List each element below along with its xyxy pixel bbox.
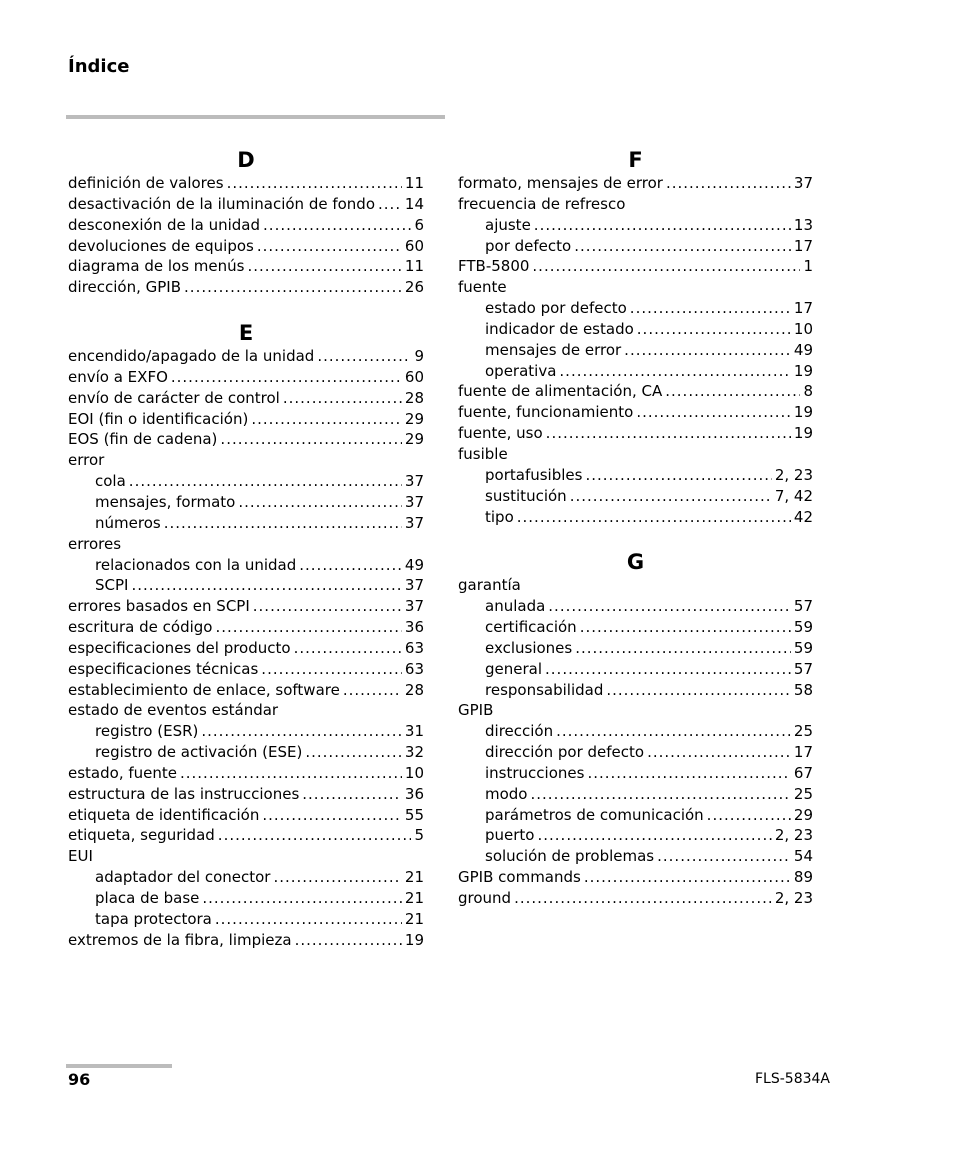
index-term: estado, fuente xyxy=(68,763,177,782)
dot-leader xyxy=(283,388,402,409)
index-subentry xyxy=(458,507,813,528)
index-term: registro (ESR) xyxy=(95,722,199,741)
index-term: ground xyxy=(458,889,512,907)
index-page-ref: 29 xyxy=(404,430,424,449)
index-subentry xyxy=(458,486,813,507)
index-subentry xyxy=(458,236,813,257)
index-entry xyxy=(68,277,424,298)
dot-leader xyxy=(263,215,411,236)
dot-leader xyxy=(559,361,791,382)
dot-leader xyxy=(584,867,791,888)
index-term: especificaciones técnicas xyxy=(68,659,259,678)
index-page-ref: 31 xyxy=(404,722,424,741)
index-entry xyxy=(68,388,424,409)
index-entry xyxy=(68,763,424,784)
index-subentry xyxy=(458,763,813,784)
index-page-ref: 36 xyxy=(404,784,424,803)
index-term: EOI (fin o identificación) xyxy=(68,409,249,428)
index-term: números xyxy=(95,513,161,532)
index-subentry xyxy=(458,805,813,826)
index-subentry xyxy=(68,575,424,596)
dot-leader xyxy=(546,423,791,444)
index-entry xyxy=(458,867,813,888)
index-page-ref: 13 xyxy=(793,215,813,234)
index-term: adaptador del conector xyxy=(95,868,271,887)
index-term: errores xyxy=(68,534,122,553)
index-subentry xyxy=(458,784,813,805)
index-term: cola xyxy=(95,472,126,491)
index-section xyxy=(458,549,813,909)
index-page-ref: 63 xyxy=(404,659,424,678)
index-entry xyxy=(458,173,813,194)
section-letter: D xyxy=(237,148,255,172)
index-page-ref: 89 xyxy=(793,868,813,887)
index-entry xyxy=(68,784,424,805)
index-term: mensajes, formato xyxy=(95,492,236,511)
index-entry xyxy=(458,381,813,402)
index-term: ajuste xyxy=(485,215,531,234)
index-entry xyxy=(458,700,813,721)
index-term: certificación xyxy=(485,618,577,637)
dot-leader xyxy=(570,486,772,507)
index-term: especificaciones del producto xyxy=(68,638,291,657)
index-entry xyxy=(68,659,424,680)
index-term: errores basados en SCPI xyxy=(68,597,250,616)
index-term: desactivación de la iluminación de fondo xyxy=(68,194,376,213)
dot-leader xyxy=(131,575,401,596)
index-entry xyxy=(458,575,813,596)
index-section xyxy=(458,147,813,527)
index-entry xyxy=(68,236,424,257)
index-page-ref: 28 xyxy=(404,388,424,407)
index-subentry xyxy=(458,721,813,742)
index-subentry xyxy=(68,909,424,930)
index-page-ref: 29 xyxy=(404,409,424,428)
index-page-ref: 58 xyxy=(793,680,813,699)
dot-leader xyxy=(294,638,402,659)
index-page-ref: 5 xyxy=(414,826,424,845)
index-page-ref: 21 xyxy=(404,889,424,907)
index-term: fuente, funcionamiento xyxy=(458,403,634,422)
index-page-ref: 59 xyxy=(793,638,813,657)
dot-leader xyxy=(227,173,402,194)
index-term: estado de eventos estándar xyxy=(68,701,279,720)
index-term: instrucciones xyxy=(485,763,585,782)
index-term: dirección xyxy=(485,722,554,741)
index-page-ref: 8 xyxy=(803,382,813,401)
header-rule xyxy=(66,115,445,119)
index-entry xyxy=(68,429,424,450)
index-term: envío de carácter de control xyxy=(68,388,280,407)
index-entry xyxy=(68,367,424,388)
index-term: diagrama de los menús xyxy=(68,257,245,276)
index-entry xyxy=(68,409,424,430)
dot-leader xyxy=(171,367,402,388)
index-page-ref: 57 xyxy=(793,659,813,678)
index-page-ref: 32 xyxy=(404,743,424,762)
index-term: anulada xyxy=(485,597,546,616)
index-page-ref: 60 xyxy=(404,367,424,386)
dot-leader xyxy=(517,507,791,528)
index-subentry xyxy=(68,721,424,742)
dot-leader xyxy=(238,492,402,513)
index-page-ref: 1 xyxy=(803,257,813,276)
dot-leader xyxy=(261,659,402,680)
index-page-ref: 37 xyxy=(404,472,424,491)
dot-leader xyxy=(295,930,402,951)
index-entry xyxy=(458,444,813,465)
index-term: estructura de las instrucciones xyxy=(68,784,300,803)
dot-leader xyxy=(534,215,791,236)
section-letter: F xyxy=(628,148,643,172)
index-subentry xyxy=(458,825,813,846)
dot-leader xyxy=(657,846,791,867)
index-page-ref: 21 xyxy=(404,868,424,887)
index-term: indicador de estado xyxy=(485,319,634,338)
index-term: responsabilidad xyxy=(485,680,604,699)
index-page-ref: 59 xyxy=(793,618,813,637)
index-page-ref: 67 xyxy=(793,763,813,782)
index-section xyxy=(68,147,424,298)
dot-leader xyxy=(273,867,401,888)
index-entry xyxy=(68,617,424,638)
index-term: formato, mensajes de error xyxy=(458,174,663,192)
index-page-ref: 29 xyxy=(793,805,813,824)
dot-leader xyxy=(624,340,791,361)
dot-leader xyxy=(574,236,791,257)
index-entry xyxy=(68,534,424,555)
dot-leader xyxy=(630,298,791,319)
dot-leader xyxy=(580,617,791,638)
page-number: 96 xyxy=(68,1070,91,1089)
dot-leader xyxy=(257,236,402,257)
index-term: error xyxy=(68,451,105,470)
index-subentry xyxy=(68,471,424,492)
index-entry xyxy=(458,888,813,909)
index-entry xyxy=(68,680,424,701)
dot-leader xyxy=(637,319,791,340)
index-term: etiqueta, seguridad xyxy=(68,826,215,845)
index-term: portafusibles xyxy=(485,465,583,484)
dot-leader xyxy=(606,680,791,701)
index-term: envío a EXFO xyxy=(68,367,168,386)
dot-leader xyxy=(707,805,791,826)
dot-leader xyxy=(164,513,402,534)
index-term: dirección, GPIB xyxy=(68,278,182,297)
dot-leader xyxy=(647,742,791,763)
index-page-ref: 55 xyxy=(404,805,424,824)
index-term: establecimiento de enlace, software xyxy=(68,680,340,699)
index-page-ref: 6 xyxy=(414,215,424,234)
index-term: EUI xyxy=(68,847,93,866)
dot-leader xyxy=(514,888,772,909)
index-entry xyxy=(458,402,813,423)
index-page-ref: 36 xyxy=(404,618,424,637)
index-page-ref: 11 xyxy=(404,174,424,192)
dot-leader xyxy=(305,742,402,763)
index-page-ref: 54 xyxy=(793,847,813,866)
dot-leader xyxy=(215,909,402,930)
dot-leader xyxy=(247,256,401,277)
index-subentry xyxy=(458,742,813,763)
index-subentry xyxy=(458,617,813,638)
dot-leader xyxy=(587,763,790,784)
index-subentry xyxy=(458,596,813,617)
dot-leader xyxy=(299,555,402,576)
dot-leader xyxy=(220,429,401,450)
index-term: mensajes de error xyxy=(485,340,622,359)
index-page-ref: 37 xyxy=(404,597,424,616)
index-term: SCPI xyxy=(95,576,129,595)
index-page-ref: 49 xyxy=(404,555,424,574)
index-entry xyxy=(458,277,813,298)
index-page-ref: 19 xyxy=(793,403,813,422)
index-term: general xyxy=(485,659,543,678)
index-page-ref: 37 xyxy=(404,576,424,595)
dot-leader xyxy=(317,346,411,367)
index-term: sustitución xyxy=(485,486,567,505)
index-term: escritura de código xyxy=(68,618,213,637)
index-entry xyxy=(458,194,813,215)
dot-leader xyxy=(184,277,402,298)
section-letter: E xyxy=(238,321,254,346)
index-page-ref: 49 xyxy=(793,340,813,359)
index-entry xyxy=(68,805,424,826)
index-entry xyxy=(68,825,424,846)
dot-leader xyxy=(129,471,402,492)
index-page-ref: 19 xyxy=(404,930,424,949)
index-term: parámetros de comunicación xyxy=(485,805,704,824)
index-term: relacionados con la unidad xyxy=(95,555,297,574)
index-page-ref: 2, 23 xyxy=(774,465,813,484)
index-page-ref: 60 xyxy=(404,236,424,255)
dot-leader xyxy=(575,638,791,659)
dot-leader xyxy=(585,465,771,486)
index-term: dirección por defecto xyxy=(485,743,645,762)
dot-leader xyxy=(531,784,791,805)
index-entry xyxy=(68,194,424,215)
dot-leader xyxy=(548,596,791,617)
index-page-ref: 19 xyxy=(793,361,813,380)
index-term: tapa protectora xyxy=(95,909,212,928)
index-page-ref: 63 xyxy=(404,638,424,657)
dot-leader xyxy=(378,194,402,215)
page-title: Índice xyxy=(68,56,130,77)
index-term: frecuencia de refresco xyxy=(458,194,626,213)
index-entry xyxy=(458,423,813,444)
index-term: encendido/apagado de la unidad xyxy=(68,347,315,366)
index-term: operativa xyxy=(485,361,557,380)
index-page-ref: 17 xyxy=(793,299,813,318)
index-page-ref: 25 xyxy=(793,784,813,803)
index-page-ref: 10 xyxy=(793,319,813,338)
index-term: devoluciones de equipos xyxy=(68,236,254,255)
dot-leader xyxy=(636,402,791,423)
index-page-ref: 9 xyxy=(414,347,424,366)
index-subentry xyxy=(458,340,813,361)
dot-leader xyxy=(556,721,791,742)
index-term: garantía xyxy=(458,576,521,595)
index-term: GPIB xyxy=(458,701,494,720)
index-subentry xyxy=(458,319,813,340)
index-page-ref: 7, 42 xyxy=(774,486,813,505)
index-entry xyxy=(68,346,424,367)
index-entry xyxy=(68,930,424,951)
index-subentry xyxy=(68,513,424,534)
index-subentry xyxy=(458,298,813,319)
footer-rule xyxy=(66,1064,172,1068)
dot-leader xyxy=(262,805,402,826)
index-term: placa de base xyxy=(95,889,200,907)
index-subentry xyxy=(458,638,813,659)
index-term: fuente de alimentación, CA xyxy=(458,382,663,401)
dot-leader xyxy=(545,659,791,680)
index-subentry xyxy=(458,215,813,236)
dot-leader xyxy=(537,825,771,846)
index-page-ref: 14 xyxy=(404,194,424,213)
index-subentry xyxy=(458,680,813,701)
index-subentry xyxy=(68,492,424,513)
dot-leader xyxy=(665,381,800,402)
index-page-ref: 37 xyxy=(404,513,424,532)
index-term: GPIB commands xyxy=(458,868,581,887)
index-subentry xyxy=(68,742,424,763)
index-page-ref: 21 xyxy=(404,909,424,928)
index-page-ref: 2, 23 xyxy=(774,826,813,845)
index-entry xyxy=(68,450,424,471)
index-page-ref: 2, 23 xyxy=(774,889,813,907)
index-subentry xyxy=(68,867,424,888)
index-entry xyxy=(68,700,424,721)
index-page-ref: 11 xyxy=(404,257,424,276)
dot-leader xyxy=(201,721,402,742)
index-entry xyxy=(68,638,424,659)
index-term: FTB-5800 xyxy=(458,257,530,276)
index-term: puerto xyxy=(485,826,535,845)
index-page-ref: 25 xyxy=(793,722,813,741)
index-entry xyxy=(68,173,424,194)
index-term: registro de activación (ESE) xyxy=(95,743,303,762)
dot-leader xyxy=(302,784,402,805)
index-term: por defecto xyxy=(485,236,572,255)
index-page-ref: 10 xyxy=(404,763,424,782)
index-term: extremos de la fibra, limpieza xyxy=(68,930,292,949)
index-page-ref: 28 xyxy=(404,680,424,699)
index-term: exclusiones xyxy=(485,638,573,657)
index-subentry xyxy=(458,846,813,867)
index-entry xyxy=(68,215,424,236)
index-term: fusible xyxy=(458,444,508,463)
dot-leader xyxy=(202,888,402,909)
index-term: tipo xyxy=(485,507,514,526)
index-subentry xyxy=(458,361,813,382)
index-entry xyxy=(458,256,813,277)
index-term: modo xyxy=(485,784,528,803)
index-entry xyxy=(68,846,424,867)
index-term: estado por defecto xyxy=(485,299,627,318)
index-term: definición de valores xyxy=(68,174,224,192)
index-subentry xyxy=(68,888,424,909)
section-letter: G xyxy=(626,550,645,575)
dot-leader xyxy=(666,173,791,194)
index-column-right xyxy=(458,147,813,909)
index-subentry xyxy=(458,465,813,486)
index-term: solución de problemas xyxy=(485,847,655,866)
index-subentry xyxy=(68,555,424,576)
index-term: EOS (fin de cadena) xyxy=(68,430,218,449)
index-page-ref: 57 xyxy=(793,597,813,616)
dot-leader xyxy=(253,596,402,617)
index-term: etiqueta de identificación xyxy=(68,805,260,824)
document-code: FLS-5834A xyxy=(755,1071,830,1087)
index-page-ref: 17 xyxy=(793,236,813,255)
dot-leader xyxy=(218,825,412,846)
index-page-ref: 42 xyxy=(793,507,813,526)
dot-leader xyxy=(180,763,402,784)
index-page-ref: 17 xyxy=(793,743,813,762)
dot-leader xyxy=(215,617,401,638)
index-page-ref: 19 xyxy=(793,424,813,443)
index-term: desconexión de la unidad xyxy=(68,215,261,234)
index-page-ref: 37 xyxy=(404,492,424,511)
dot-leader xyxy=(343,680,402,701)
index-subentry xyxy=(458,659,813,680)
index-entry xyxy=(68,596,424,617)
dot-leader xyxy=(532,256,800,277)
index-page-ref: 26 xyxy=(404,278,424,297)
index-term: fuente xyxy=(458,278,507,297)
dot-leader xyxy=(251,409,402,430)
index-section xyxy=(68,320,424,950)
index-page-ref: 37 xyxy=(793,174,813,192)
index-column-left xyxy=(68,147,424,951)
index-entry xyxy=(68,256,424,277)
index-term: fuente, uso xyxy=(458,424,543,443)
